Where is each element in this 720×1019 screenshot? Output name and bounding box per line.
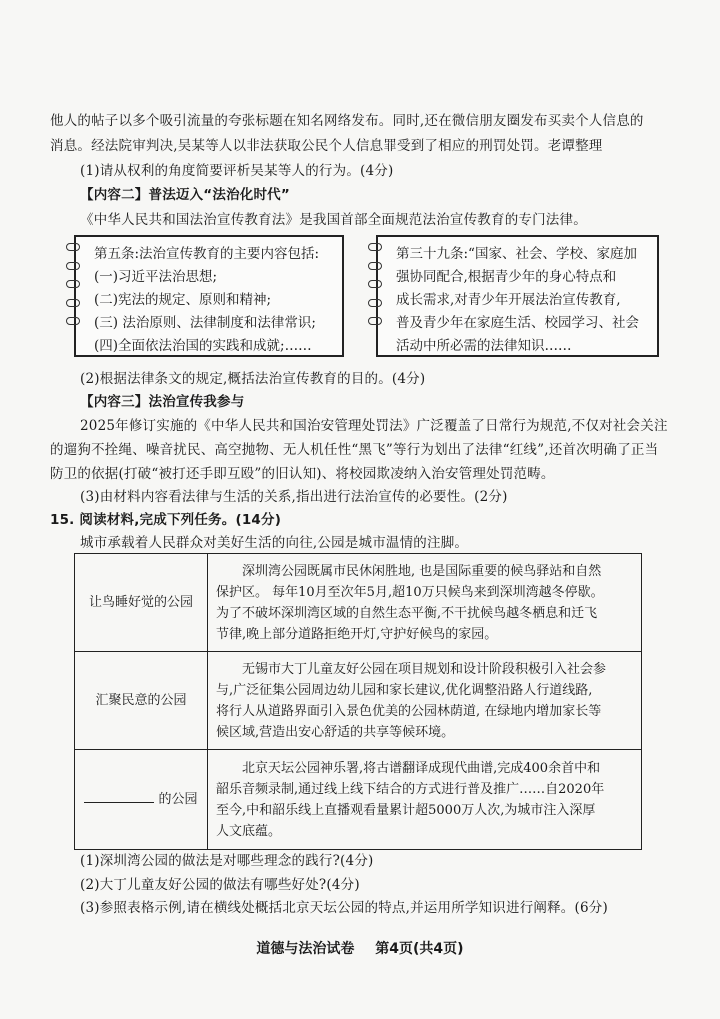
table-row	[75, 554, 642, 652]
description-line: 人文底蕴。	[216, 823, 282, 839]
article-39-line: 第三十九条:“国家、社会、学校、家庭加	[396, 246, 637, 262]
article-5-line: (一)习近平法治思想;	[94, 269, 218, 285]
description-line: 韶乐音频录制,通过线上线下结合的方式进行普及推广……自2020年	[216, 781, 605, 797]
question-15-intro: 城市承载着人民群众对美好生活的向往,公园是城市温情的注脚。	[80, 535, 469, 551]
question-2: (2)根据法律条文的规定,概括法治宣传教育的目的。(4分)	[80, 371, 426, 387]
description-line: 节律,晚上部分道路拒绝开灯,守护好候鸟的家园。	[216, 626, 498, 642]
question-15-title: 15. 阅读材料,完成下列任务。(14分)	[50, 512, 282, 528]
question-15-sub-1: (1)深圳湾公园的做法是对哪些理念的践行?(4分)	[80, 853, 374, 869]
top-text-line-2: 消息。经法院审判决,吴某等人以非法获取公民个人信息罪受到了相应的刑罚处罚。老谭整理	[50, 138, 603, 154]
footer-page-number: 第4页(共4页)	[375, 941, 464, 957]
description-line: 无锡市大丁儿童友好公园在项目规划和设计阶段积极引入社会参	[216, 661, 607, 677]
table-row	[75, 652, 642, 750]
park-label: 汇聚民意的公园	[75, 652, 208, 750]
question-15-sub-2: (2)大丁儿童友好公园的做法有哪些好处?(4分)	[80, 877, 360, 893]
content-3-para-line-3: 防卫的依据(打破“被打还手即互殴”的旧认知)、将校园欺凌纳入治安管理处罚范畴。	[50, 466, 555, 482]
binder-rings-icon	[368, 243, 388, 336]
article-39-line: 成长需求,对青少年开展法治宣传教育,	[396, 292, 621, 308]
park-label-with-blank	[75, 750, 208, 850]
content-3-para-line-2: 的遛狗不拴绳、噪音扰民、高空抛物、无人机任性“黑飞”等行为划出了法律“红线”,还首次明确了正当	[50, 442, 659, 458]
description-line: 为了不破坏深圳湾区域的自然生态平衡,不干扰候鸟越冬栖息和迁飞	[216, 605, 598, 621]
article-39-line: 活动中所必需的法律知识……	[396, 338, 572, 354]
description-line: 至今,中和韶乐线上直播观看量累计超5000万人次,为城市注入深厚	[216, 802, 596, 818]
park-description	[208, 652, 642, 750]
article-39-line: 强协同配合,根据青少年的身心特点和	[396, 269, 617, 285]
content-3-para-line-1: 2025年修订实施的《中华人民共和国治安管理处罚法》广泛覆盖了日常行为规范,不仅对社会关注	[80, 418, 668, 434]
article-5-line: (二)宪法的规定、原则和精神;	[94, 292, 272, 308]
law-article-39-box	[376, 235, 659, 357]
content-2-heading: 【内容二】普法迈入“法治化时代”	[80, 187, 290, 203]
description-line: 与,广泛征集公园周边幼儿园和家长建议,优化调整沿路人行道线路,	[216, 682, 593, 698]
question-3: (3)由材料内容看法律与生活的关系,指出进行法治宣传的必要性。(2分)	[80, 489, 508, 505]
description-line: 将行人从道路界面引入景色优美的公园林荫道, 在绿地内增加家长等	[216, 703, 602, 719]
description-line: 保护区。 每年10月至次年5月,超10万只候鸟来到深圳湾越冬停歇。	[216, 584, 604, 600]
page-footer	[0, 938, 720, 958]
question-15-sub-3: (3)参照表格示例,请在横线处概括北京天坛公园的特点,并运用所学知识进行阐释。(6分)	[80, 900, 608, 916]
article-5-line: 第五条:法治宣传教育的主要内容包括:	[94, 246, 320, 262]
description-line: 北京天坛公园神乐署,将古谱翻译成现代曲谱,完成400余首中和	[216, 760, 601, 776]
question-1: (1)请从权利的角度简要评析吴某等人的行为。(4分)	[80, 163, 394, 179]
answer-blank-line[interactable]	[84, 790, 154, 803]
park-description	[208, 750, 642, 850]
article-39-line: 普及青少年在家庭生活、校园学习、社会	[396, 315, 639, 331]
content-3-heading: 【内容三】法治宣传我参与	[80, 394, 245, 410]
parks-table	[74, 553, 642, 850]
description-line: 深圳湾公园既属市民休闲胜地, 也是国际重要的候鸟驿站和自然	[216, 563, 602, 579]
law-article-5-box	[74, 235, 344, 357]
top-text-line-1: 他人的帖子以多个吸引流量的夸张标题在知名网络发布。同时,还在微信朋友圈发布买卖个人信息的	[50, 113, 644, 129]
article-5-line: (三) 法治原则、法律制度和法律常识;	[94, 315, 316, 331]
description-line: 候区域,营造出安心舒适的共享等候环境。	[216, 724, 455, 740]
footer-subject: 道德与法治试卷	[256, 941, 355, 957]
content-2-intro: 《中华人民共和国法治宣传教育法》是我国首部全面规范法治宣传教育的专门法律。	[80, 212, 587, 228]
table-row	[75, 750, 642, 850]
park-description	[208, 554, 642, 652]
article-5-line: (四)全面依法治国的实践和成就;……	[94, 338, 312, 354]
binder-rings-icon	[66, 243, 86, 336]
park-label: 的公园	[158, 792, 198, 807]
park-label: 让鸟睡好觉的公园	[75, 554, 208, 652]
